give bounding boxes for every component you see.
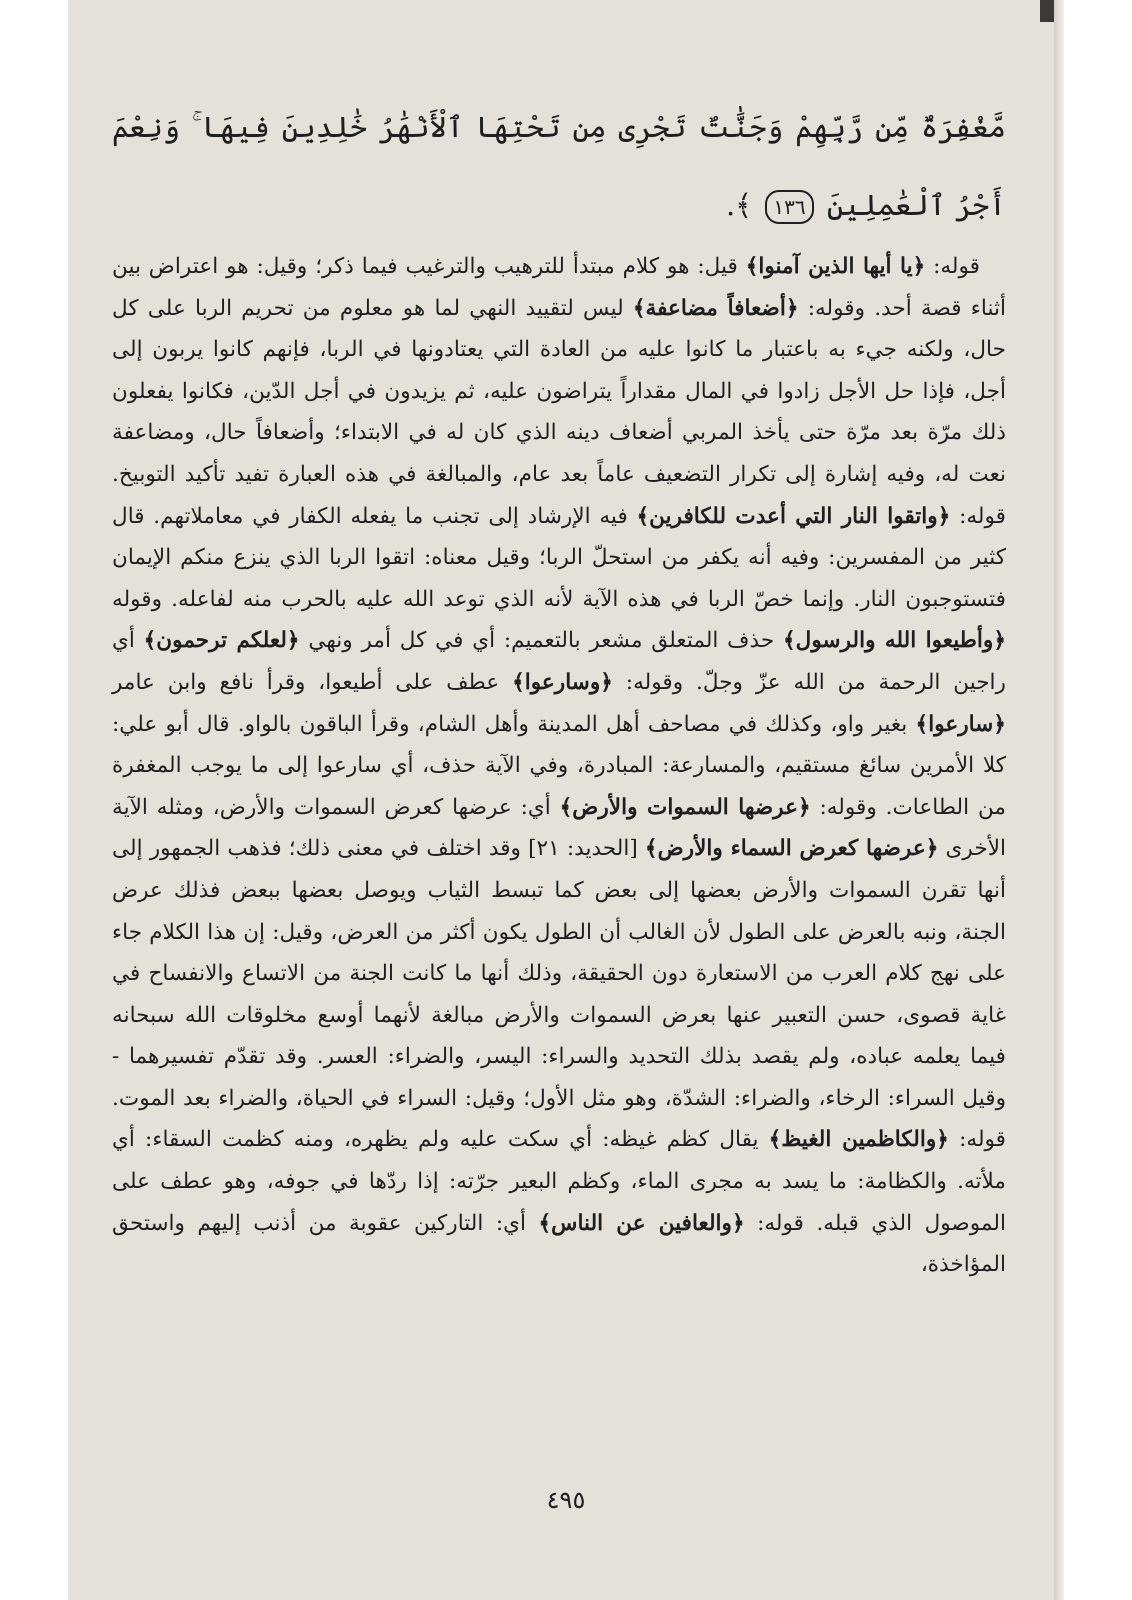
quoted-phrase: ﴿وسارعوا﴾: [512, 669, 613, 695]
quoted-phrase: ﴿لعلكم ترحمون﴾: [143, 628, 300, 654]
commentary-text: بغير واو، وكذلك في مصاحف أهل المدينة وأهل الشام، وقرأ الباقون بالواو. قال أبو علي: كلا الأمرين سائغ مستقيم، والمسارعة: المبادرة، وفي الآية حذف، أي سارعوا إلى ما يوجب المغفرة من الطاعات. وقوله:: [112, 711, 1006, 820]
commentary-text: [الحديد: ٢١] وقد اختلف في معنى ذلك؛ فذهب الجمهور إلى أنها تقرن السموات والأرض بعضها إلى بعض كما تبسط الثياب ويوصل بعضها ببعض فذلك عرض الجنة، ونبه بالعرض على الطول لأن الغالب أن الطول يكون أكثر من العرض، وقيل: إن هذا الكلام جاء على نهج كلام العرب من الاستعارة دون الحقيقة، وذلك أنها ما كانت الجنة من الاتساع والانفساح في غاية قصوى، حسن التعبير عنها بعرض السموات والأرض مبالغة لأنهما أوسع مخلوقات الله سبحانه فيما يعلمه عباده، ولم يقصد بذلك التحديد والسراء: اليسر، والضراء: العسر. وقد تقدّم تفسيرهما - وقيل السراء: الرخاء، والضراء: الشدّة، وهو مثل الأول؛ وقيل: السراء في الحياة، والضراء بعد الموت. قوله:: [112, 836, 1006, 1153]
quoted-phrase: ﴿عرضها كعرض السماء والأرض﴾: [644, 836, 939, 862]
quoted-phrase: ﴿أضعافاً مضاعفة﴾: [632, 295, 799, 321]
quran-verse: [112, 88, 1006, 244]
commentary-text: يقال كظم غيظه: أي سكت عليه ولم يظهره، ومنه كظمت السقاء: أي ملأته. والكظامة: ما يسد به مجرى الماء، وكظم البعير جرّته: إذا ردّها في جوفه، وهو عطف على الموصول الذي قبله. قوله:: [112, 1127, 1006, 1236]
commentary-text: قوله:: [925, 254, 980, 279]
commentary-text: أي: عرضها كعرض السموات والأرض، ومثله الآية الأخرى: [112, 794, 1007, 862]
quoted-phrase: ﴿والعافين عن الناس﴾: [538, 1210, 745, 1236]
verse-closing-bracket: ﴾.: [725, 188, 753, 222]
book-page: [112, 88, 1006, 1286]
tafsir-commentary: [112, 246, 1006, 1286]
corner-tab: [1040, 0, 1054, 22]
quoted-phrase: ﴿والكاظمين الغيظ﴾: [768, 1127, 949, 1153]
commentary-text: قيل: هو كلام مبتدأ للترهيب والترغيب فيما ذكر؛ وقيل: هو اعتراض بين أثناء قصة أحد. وقوله:: [112, 254, 1006, 321]
ayah-number-marker: ١٣٦: [765, 190, 813, 224]
quoted-phrase: ﴿يا أيها الذين آمنوا﴾: [745, 254, 926, 279]
quoted-phrase: ﴿وأطيعوا الله والرسول﴾: [783, 628, 1006, 654]
commentary-text: حذف المتعلق مشعر بالتعميم: أي في كل أمر ونهي: [299, 628, 783, 654]
verse-text: مَّغْفِرَةٌ مِّن رَّبِّهِمْ وَجَنَّٰتٌ تَجْرِى مِن تَحْتِهَا ٱلْأَنْهَٰرُ خَٰلِدِينَ فِيهَا ۚ وَنِعْمَ أَجْرُ ٱلْعَٰمِلِينَ: [112, 110, 1006, 222]
page-edge: [1054, 0, 1064, 1600]
commentary-text: ليس لتقييد النهي لما هو معلوم من تحريم الربا على كل حال، ولكنه جيء به باعتبار ما كانوا عليه من العادة التي يعتادونها في الربا، فإنهم كانوا يربون إلى أجل، فإذا حل الأجل زادوا في المال مقداراً يتراضون عليه، ثم يزيدون في أجل الدّين، فكانوا يفعلون ذلك مرّة بعد مرّة حتى يأخذ المربي أضعاف دينه الذي كان له في الابتداء؛ وأضعافاً حال، ومضاعفة نعت له، وفيه إشارة إلى تكرار التضعيف عاماً بعد عام، والمبالغة في هذه العبارة تفيد تأكيد التوبيخ. قوله:: [112, 295, 1006, 529]
commentary-text: عطف على أطيعوا، وقرأ نافع وابن عامر: [112, 669, 513, 695]
quoted-phrase: ﴿عرضها السموات والأرض﴾: [559, 794, 811, 820]
quoted-phrase: ﴿سارعوا﴾: [915, 711, 1006, 737]
commentary-text: أي راجين الرحمة من الله عزّ وجلّ. وقوله:: [112, 628, 1006, 695]
quoted-phrase: ﴿واتقوا النار التي أعدت للكافرين﴾: [636, 503, 951, 529]
page-number: ٤٩٥: [546, 1486, 586, 1514]
commentary-text: أي: التاركين عقوبة من أذنب إليهم واستحق المؤاخذة،: [112, 1210, 1006, 1278]
commentary-text: فيه الإرشاد إلى تجنب ما يفعله الكفار في معاملاتهم. قال كثير من المفسرين: وفيه أنه يكفر من استحلّ الربا؛ وقيل معناه: اتقوا الربا الذي ينزع منكم الإيمان فتستوجبون النار. وإنما خصّ الربا في هذه الآية لأنه الذي توعد الله عليه بالحرب منه لفاعله. وقوله: [112, 503, 1006, 612]
